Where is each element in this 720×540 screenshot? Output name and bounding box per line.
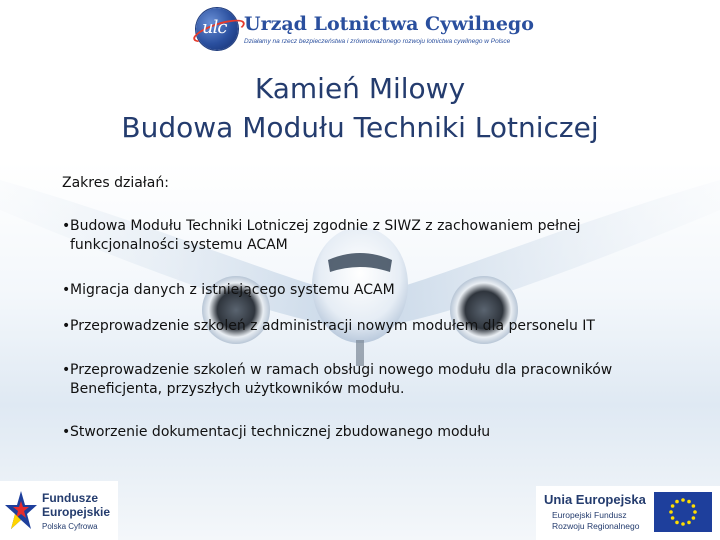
- fe-star-icon: [4, 489, 38, 533]
- fe-line-2: Europejskie: [42, 505, 111, 519]
- slide-title-line-2: Budowa Modułu Techniki Lotniczej: [121, 111, 599, 144]
- bullet-text: Migracja danych z istniejącego systemu ACAM: [70, 282, 395, 298]
- eu-flag-icon: [654, 492, 712, 532]
- fundusze-europejskie-logo: [0, 481, 118, 540]
- bullet-text: Przeprowadzenie szkoleń z administracji nowym modułem dla personelu IT: [70, 318, 595, 334]
- bullet-text: Stworzenie dokumentacji technicznej zbudowanego modułu: [70, 424, 491, 440]
- logo-tagline: Działamy na rzecz bezpieczeństwa i zrównoważonego rozwoju lotnictwa cywilnego w Polsce: [244, 38, 511, 45]
- fe-line-1: Fundusze: [42, 491, 98, 505]
- ulc-logo-letters: ulc: [202, 17, 227, 38]
- bullet-marker: •: [62, 218, 71, 234]
- unia-europejska-logo: [536, 486, 720, 540]
- ulc-globe-icon: [196, 8, 238, 50]
- bullet-marker: •: [62, 424, 71, 440]
- ulc-logo: [196, 8, 556, 52]
- scope-label: Zakres działań:: [62, 175, 169, 191]
- logo-title: Urząd Lotnictwa Cywilnego: [244, 13, 534, 35]
- list-item: [62, 423, 662, 442]
- eu-line-1: Unia Europejska: [544, 492, 646, 507]
- bullet-text: Przeprowadzenie szkoleń w ramach obsługi nowego modułu dla pracowników Beneficjenta, przyszłych użytkowników modułu.: [70, 362, 613, 397]
- slide-title-line-1: Kamień Milowy: [254, 72, 466, 105]
- list-item: [62, 317, 662, 336]
- bullet-text: Budowa Modułu Techniki Lotniczej zgodnie z SIWZ z zachowaniem pełnej funkcjonalności systemu ACAM: [70, 218, 581, 253]
- eu-line-3: Rozwoju Regionalnego: [552, 521, 640, 531]
- bullet-marker: •: [62, 282, 71, 298]
- bullet-marker: •: [62, 362, 71, 378]
- eu-line-2: Europejski Fundusz: [552, 510, 627, 520]
- list-item: [62, 281, 662, 300]
- fe-line-3: Polska Cyfrowa: [42, 522, 98, 531]
- bullet-list: [62, 217, 662, 442]
- bullet-marker: •: [62, 318, 71, 334]
- list-item: [62, 361, 662, 399]
- list-item: [62, 217, 662, 255]
